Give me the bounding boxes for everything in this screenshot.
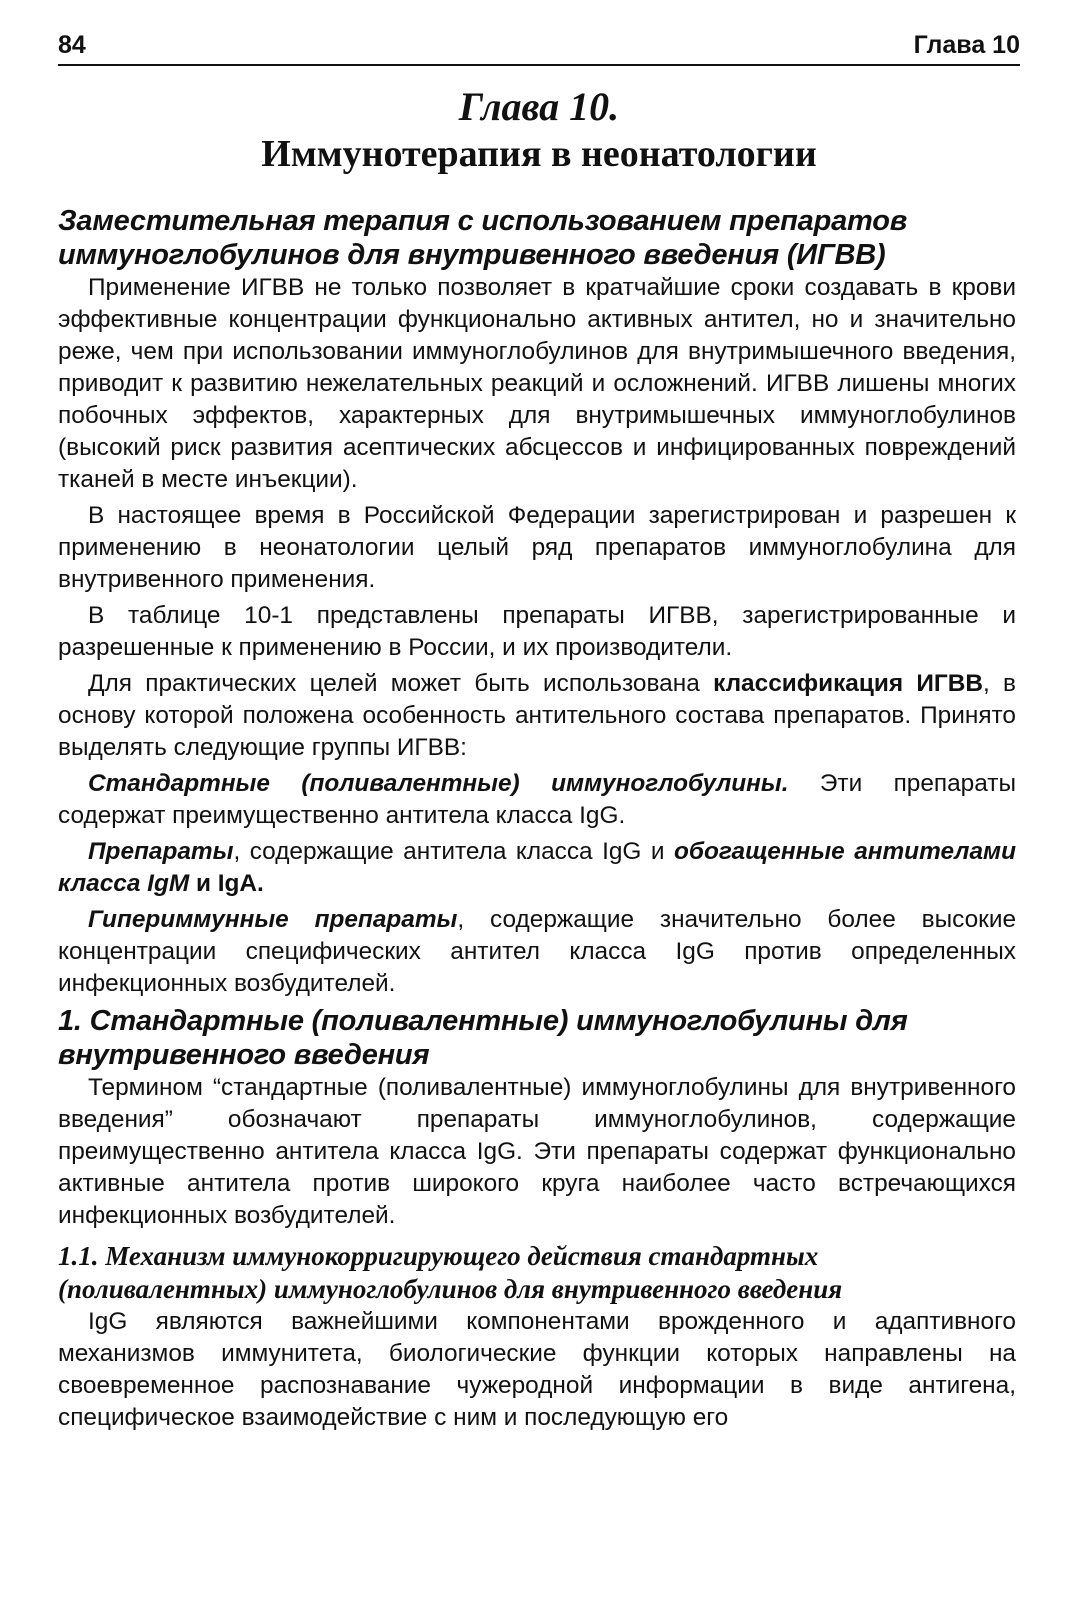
paragraph: В таблице 10-1 представлены препараты ИГВВ, зарегистрированные и разрешенные к применению в России, и их производители.	[58, 602, 1016, 661]
group-hyperimmune: Гипериммунные препараты, содержащие значительно более высокие концентрации специфических антител класса IgG против определенных инфекционных возбудителей.	[58, 906, 1017, 997]
section-heading-replacement-therapy: Заместительная терапия с использованием препаратов иммуноглобулинов для внутривенного введения (ИГВВ)	[58, 205, 908, 271]
bold-italic-term: Препараты	[88, 838, 234, 865]
subsection-heading-mechanism: 1.1. Механизм иммунокорригирующего действия стандартных (поливалентных) иммуноглобулинов для внутривенного введения	[58, 1241, 843, 1304]
running-title: Глава 10	[913, 31, 1020, 59]
paragraph: Применение ИГВВ не только позволяет в кратчайшие сроки создавать в крови эффективные концентрации функционально активных антител, но и значительно реже, чем при использовании иммуноглобулинов для внутримышечного введения, приводит к развитию нежелательных реакций и осложнений. ИГВВ лишены многих побочных эффектов, характерных для внутримышечных иммуноглобулинов (высокий риск развития асептических абсцессов и инфицированных повреждений тканей в месте инъекции).	[58, 274, 1016, 493]
bold-italic-term: обогащенные антителами класса IgM	[58, 838, 1016, 897]
group-enriched: Препараты, содержащие антитела класса IgG и обогащенные антителами класса IgM и IgA.	[58, 838, 1016, 897]
page-content	[58, 204, 1016, 1438]
bold-italic-term: Стандартные (поливалентные) иммуноглобулины.	[88, 770, 789, 797]
chapter-title	[58, 84, 1020, 178]
paragraph: Термином “стандартные (поливалентные) иммуноглобулины для внутривенного введения” обозначают препараты иммуноглобулинов, содержащие преимущественно антитела класса IgG. Эти препараты содержат функционально активные антитела против широкого круга наиболее часто встречающихся инфекционных возбудителей.	[58, 1074, 1016, 1229]
bold-italic-term: Гипериммунные препараты	[88, 906, 458, 933]
page-number: 84	[58, 31, 86, 59]
paragraph: IgG являются важнейшими компонентами врожденного и адаптивного механизмов иммунитета, биологические функции которых направлены на своевременное распознавание чужеродной информации в виде антигена, специфическое взаимодействие с ним и последующую его	[58, 1308, 1016, 1431]
running-header	[58, 26, 1020, 66]
chapter-label: Глава 10.	[458, 84, 620, 129]
chapter-heading: Иммунотерапия в неонатологии	[261, 133, 817, 175]
bold-term: IgA.	[217, 870, 264, 897]
paragraph-classification: Для практических целей может быть использована классификация ИГВВ, в основу которой положена особенность антительного состава препаратов. Принято выделять следующие группы ИГВВ:	[58, 670, 1016, 761]
section-heading-standard-ivig: 1. Стандартные (поливалентные) иммуноглобулины для внутривенного введения	[58, 1005, 908, 1071]
group-standard: Стандартные (поливалентные) иммуноглобулины. Эти препараты содержат преимущественно антитела класса IgG.	[58, 770, 1016, 829]
paragraph: В настоящее время в Российской Федерации зарегистрирован и разрешен к применению в неонатологии целый ряд препаратов иммуноглобулина для внутривенного применения.	[58, 502, 1016, 593]
bold-term: классификация ИГВВ	[713, 670, 983, 697]
